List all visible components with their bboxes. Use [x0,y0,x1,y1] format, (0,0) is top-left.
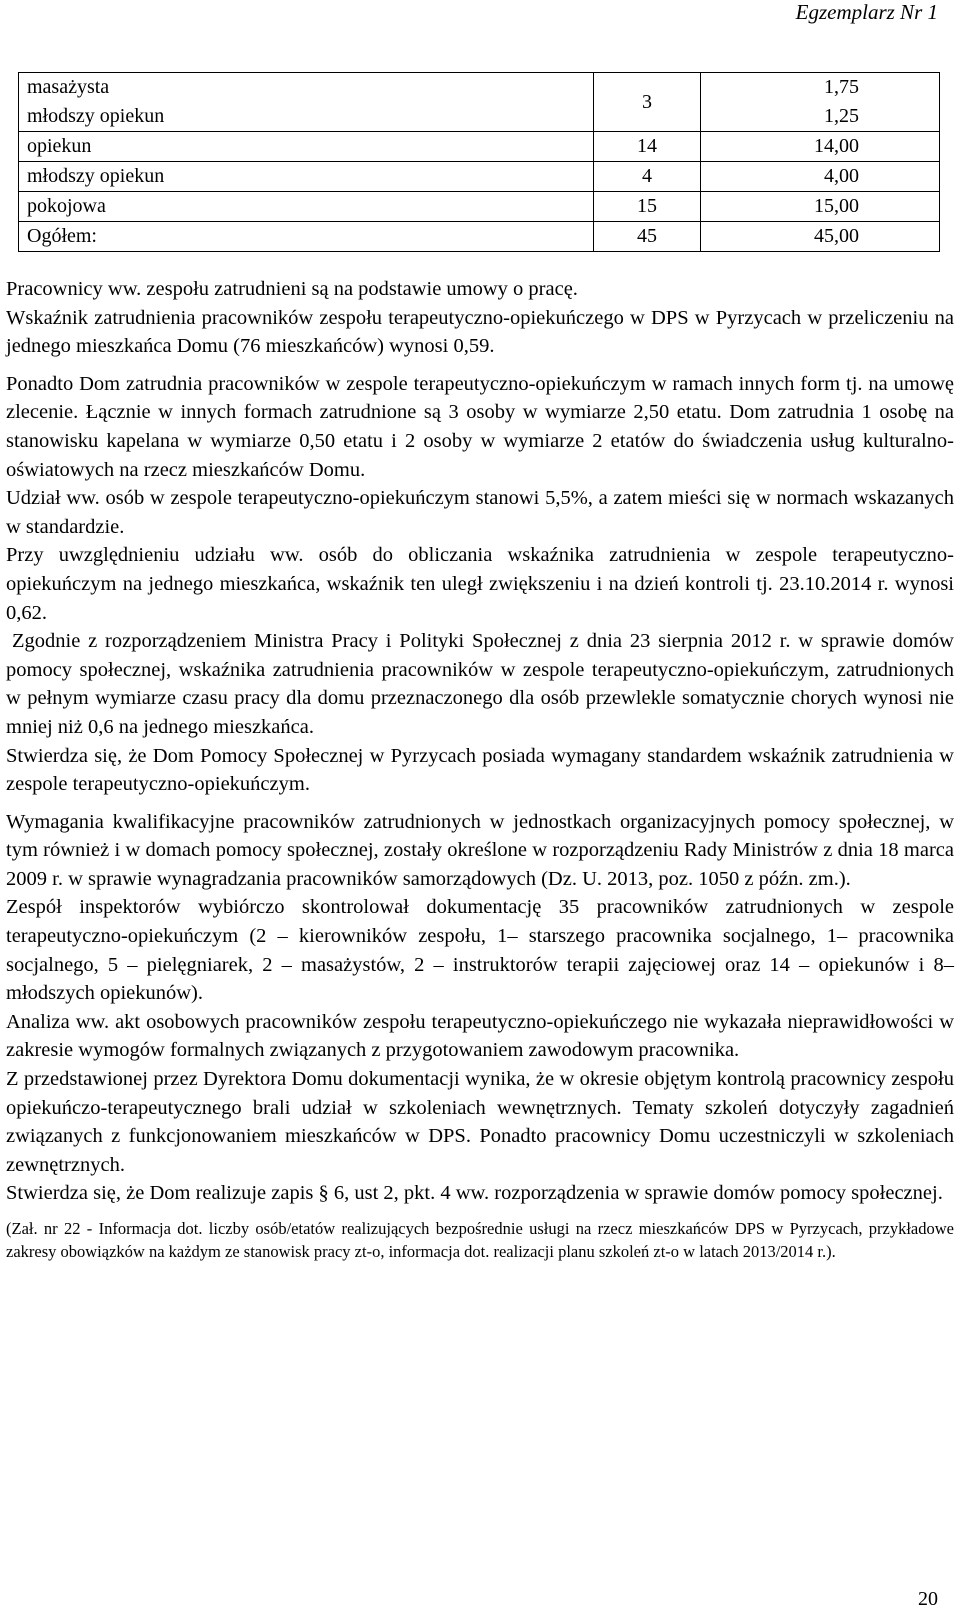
position-cell: pokojowa [19,192,594,222]
etaty-cell: 45,00 [701,222,940,252]
etaty-value: 1,75 [824,76,859,98]
body-text [6,275,954,1263]
etaty-cell: 15,00 [701,192,940,222]
count-cell: 3 [594,73,701,132]
etaty-cell [701,73,940,132]
paragraph: Przy uwzględnieniu udziału ww. osób do obliczania wskaźnika zatrudnienia w zespole terapeutyczno-opiekuńczym na jednego mieszkańca, wskaźnik ten uległ zwiększeniu i na dzień kontroli tj. 23.10.2014 r. wynosi 0,62. [6,544,954,624]
paragraph: Stwierdza się, że Dom realizuje zapis § 6, ust 2, pkt. 4 ww. rozporządzenia w sprawie domów pomocy społecznej. [6,1182,943,1205]
position-cell [19,73,594,132]
etaty-cell: 14,00 [701,132,940,162]
etaty-cell: 4,00 [701,162,940,192]
paragraph: Ponadto Dom zatrudnia pracowników w zespole terapeutyczno-opiekuńczym w ramach innych form tj. na umowę zlecenie. Łącznie w innych formach zatrudnione są 3 osoby w wymiarze 2,50 etatu. Dom zatrudnia 1 osobę na stanowisku kapelana w wymiarze 0,50 etatu i 2 osoby w wymiarze 2 etatów do świadczenia usług kulturalno-oświatowych na rzecz mieszkańców Domu. [6,372,954,481]
count-cell: 4 [594,162,701,192]
table-row [19,162,940,192]
position-cell: młodszy opiekun [19,162,594,192]
table-row [19,132,940,162]
count-cell: 15 [594,192,701,222]
position-name: młodszy opiekun [27,105,165,127]
staff-table [18,72,940,252]
paragraph: Wymagania kwalifikacyjne pracowników zatrudnionych w jednostkach organizacyjnych pomocy społecznej, w tym również i w domach pomocy społecznej, zostały określone w rozporządzeniu Rady Ministrów z dnia 18 marca 2009 r. w sprawie wynagradzania pracowników samorządowych (Dz. U. 2013, poz. 1050 z późn. zm.). [6,810,954,890]
position-cell: opiekun [19,132,594,162]
paragraph: Zgodnie z rozporządzeniem Ministra Pracy i Polityki Społecznej z dnia 23 sierpnia 2012 r. w sprawie domów pomocy społecznej, wskaźnika zatrudnienia pracowników w zespole terapeutyczno-opiekuńczym, zatrudnionych w pełnym wymiarze czasu pracy dla domu przeznaczonego dla osób przewlekle somatycznie chorych wynosi nie mniej niż 0,6 na jednego mieszkańca. [6,630,954,738]
paragraph: Udział ww. osób w zespole terapeutyczno-opiekuńczym stanowi 5,5%, a zatem mieści się w normach wskazanych w standardzie. [6,487,954,538]
paragraph: Wskaźnik zatrudnienia pracowników zespołu terapeutyczno-opiekuńczego w DPS w Pyrzycach w przeliczeniu na jednego mieszkańca Domu (76 mieszkańców) wynosi 0,59. [6,306,954,358]
document-copy-label: Egzemplarz Nr 1 [795,0,938,24]
paragraph: Pracownicy ww. zespołu zatrudnieni są na podstawie umowy o pracę. [6,278,578,300]
count-cell: 14 [594,132,701,162]
table-row-total [19,222,940,252]
paragraph: Zespół inspektorów wybiórczo skontrolował dokumentację 35 pracowników zatrudnionych w zespole terapeutyczno-opiekuńczym (2 – kierowników zespołu, 1– starszego pracownika socjalnego, 1– pracownika socjalnego, 5 – pielęgniarek, 2 – masażystów, 2 – instruktorów terapii zajęciowej oraz 14 – opiekunów i 8– młodszych opiekunów). [6,896,954,1005]
count-cell: 45 [594,222,701,252]
position-cell: Ogółem: [19,222,594,252]
etaty-value: 1,25 [824,105,859,127]
page-number: 20 [918,1588,938,1610]
paragraph: Stwierdza się, że Dom Pomocy Społecznej w Pyrzycach posiada wymagany standardem wskaźnik zatrudnienia w zespole terapeutyczno-opiekuńczym. [6,744,954,796]
table-row [19,192,940,222]
attachment-note: (Zał. nr 22 - Informacja dot. liczby osób/etatów realizujących bezpośrednie usługi na rzecz mieszkańców DPS w Pyrzycach, przykładowe zakresy obowiązków na każdym ze stanowisk pracy zt-o, informacja dot. realizacji planu szkoleń zt-o w latach 2013/2014 r.). [6,1219,954,1261]
position-name: masażysta [27,76,110,98]
table-row [19,73,940,132]
paragraph: Z przedstawionej przez Dyrektora Domu dokumentacji wynika, że w okresie objętym kontrolą pracownicy zespołu opiekuńczo-terapeutycznego brali udział w szkoleniach wewnętrznych. Tematy szkoleń dotyczyły zagadnień związanych z funkcjonowaniem mieszkańców w DPS. Ponadto pracownicy Domu uczestniczyli w szkoleniach zewnętrznych. [6,1068,954,1176]
paragraph: Analiza ww. akt osobowych pracowników zespołu terapeutyczno-opiekuńczego nie wykazała nieprawidłowości w zakresie wymogów formalnych związanych z przygotowaniem zawodowym pracownika. [6,1010,954,1062]
